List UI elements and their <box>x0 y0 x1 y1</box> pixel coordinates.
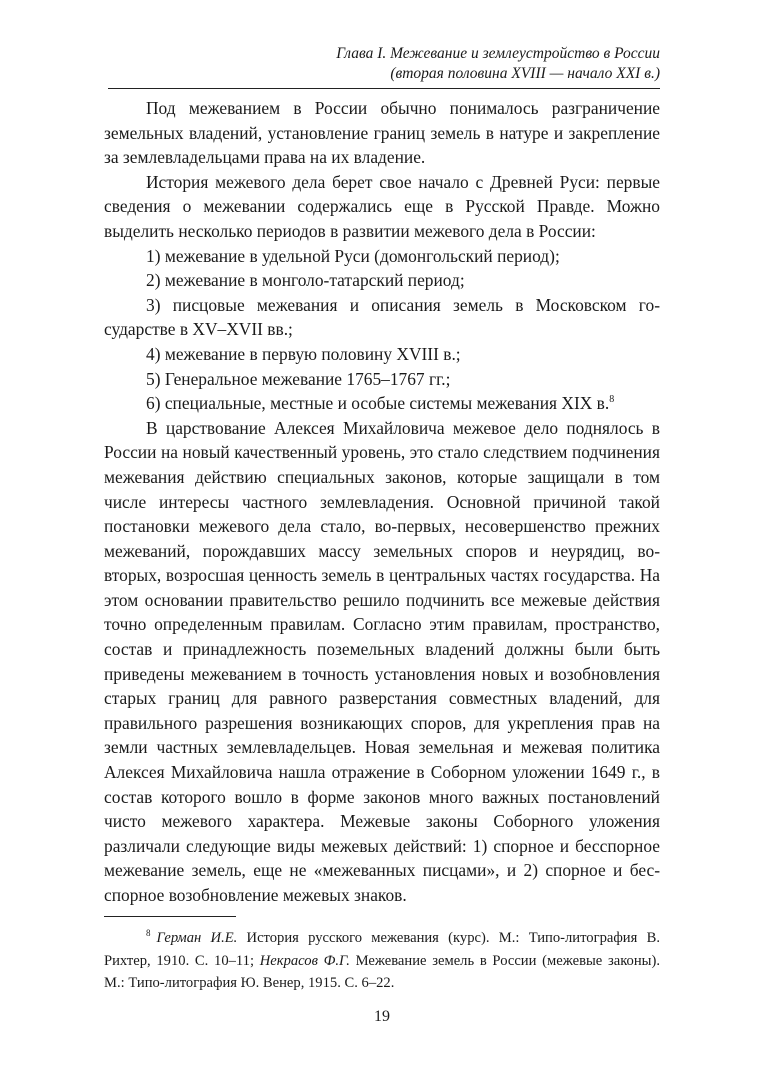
list-item: 4) межевание в первую половину XVIII в.; <box>146 343 461 364</box>
list-item-text: 6) специальные, местные и особые системы межевания XIX в. <box>146 393 610 414</box>
header-line-1: Глава I. Межевание и землеустройство в России <box>336 45 660 62</box>
header-line-2: (вторая половина XVIII — начало XXI в.) <box>390 65 660 82</box>
list-item: 5) Генеральное межевание 1765–1767 гг.; <box>146 368 451 389</box>
footnote-reference[interactable]: 8 <box>609 394 615 406</box>
list-item <box>104 391 660 416</box>
paragraph-3: В царствование Алексея Михайловича межевое дело поднялось в России на новый качественный уровень, это стало следствием подчинения межевания действию специальных законов, которые защищали в том числе интересы частного землевладения. Основной причиной такой постановки межевого дела стало, во-первых, несовершенство прежних межеваний, порождавших массу земельных споров и неурядиц, во-вторых, возросшая ценность земель в центральных частях государства. На этом основании правительство решило подчинить все межевые действия точно определенным правилам. Согласно этим правилам, пространство, состав и принадлежность поземельных владений должны были быть приведены межеванием в точность установления новых и возобновления старых границ для равного разверстания совместных владений, для правильного разрешения возникающих споров, для укрепления прав на земли частных землевладельцев. Новая земельная и межевая политика Алексея Михайловича нашла отражение в Соборном уложении 1649 г., в состав которого вошло в форме законов много важных постановлений чисто межевого характера. Межевые законы Соборного уложения различали следующие виды межевых действий: 1) спорное и бесспорное межевание земель, еще не «межеванных писцами», и 2) спорное и бесспорное возобновление межевых знаков. <box>104 417 660 905</box>
footnote-text-2: Межевание земель в России (межевые законы). М.: Типо-литография Ю. Венер, 1915. С. 6–22. <box>104 952 660 991</box>
list-item: 3) писцовые межевания и описания земель в Московском государстве в XV–XVII вв.; <box>104 294 660 340</box>
footnote-text-1: История русского межевания (курс). М.: Типо-литография В. Рихтер, 1910. С. 10–11; <box>104 930 660 969</box>
list-item: 1) межевание в удельной Руси (домонгольский период); <box>146 245 560 266</box>
paragraph-2: История межевого дела берет свое начало с Древней Руси: первые сведения о межевании содержались еще в Русской Правде. Можно выделить несколько периодов в развитии межевого дела в России: <box>104 171 660 241</box>
paragraph-1: Под межеванием в России обычно понималось разграничение земельных владений, установление границ земель в натуре и закрепление за землевладельцами права на их владение. <box>104 98 660 168</box>
footnote <box>104 922 660 995</box>
header-divider <box>108 88 660 89</box>
list-item: 2) межевание в монголо-татарский период; <box>146 270 465 291</box>
footnote-marker: 8 <box>146 928 151 938</box>
page-number: 19 <box>374 1008 390 1025</box>
main-text <box>104 96 660 908</box>
footnote-author-1: Герман И.Е. <box>156 930 238 946</box>
footnote-author-2: Некрасов Ф.Г. <box>259 952 350 969</box>
footnote-divider <box>104 916 236 917</box>
running-header <box>108 44 660 84</box>
